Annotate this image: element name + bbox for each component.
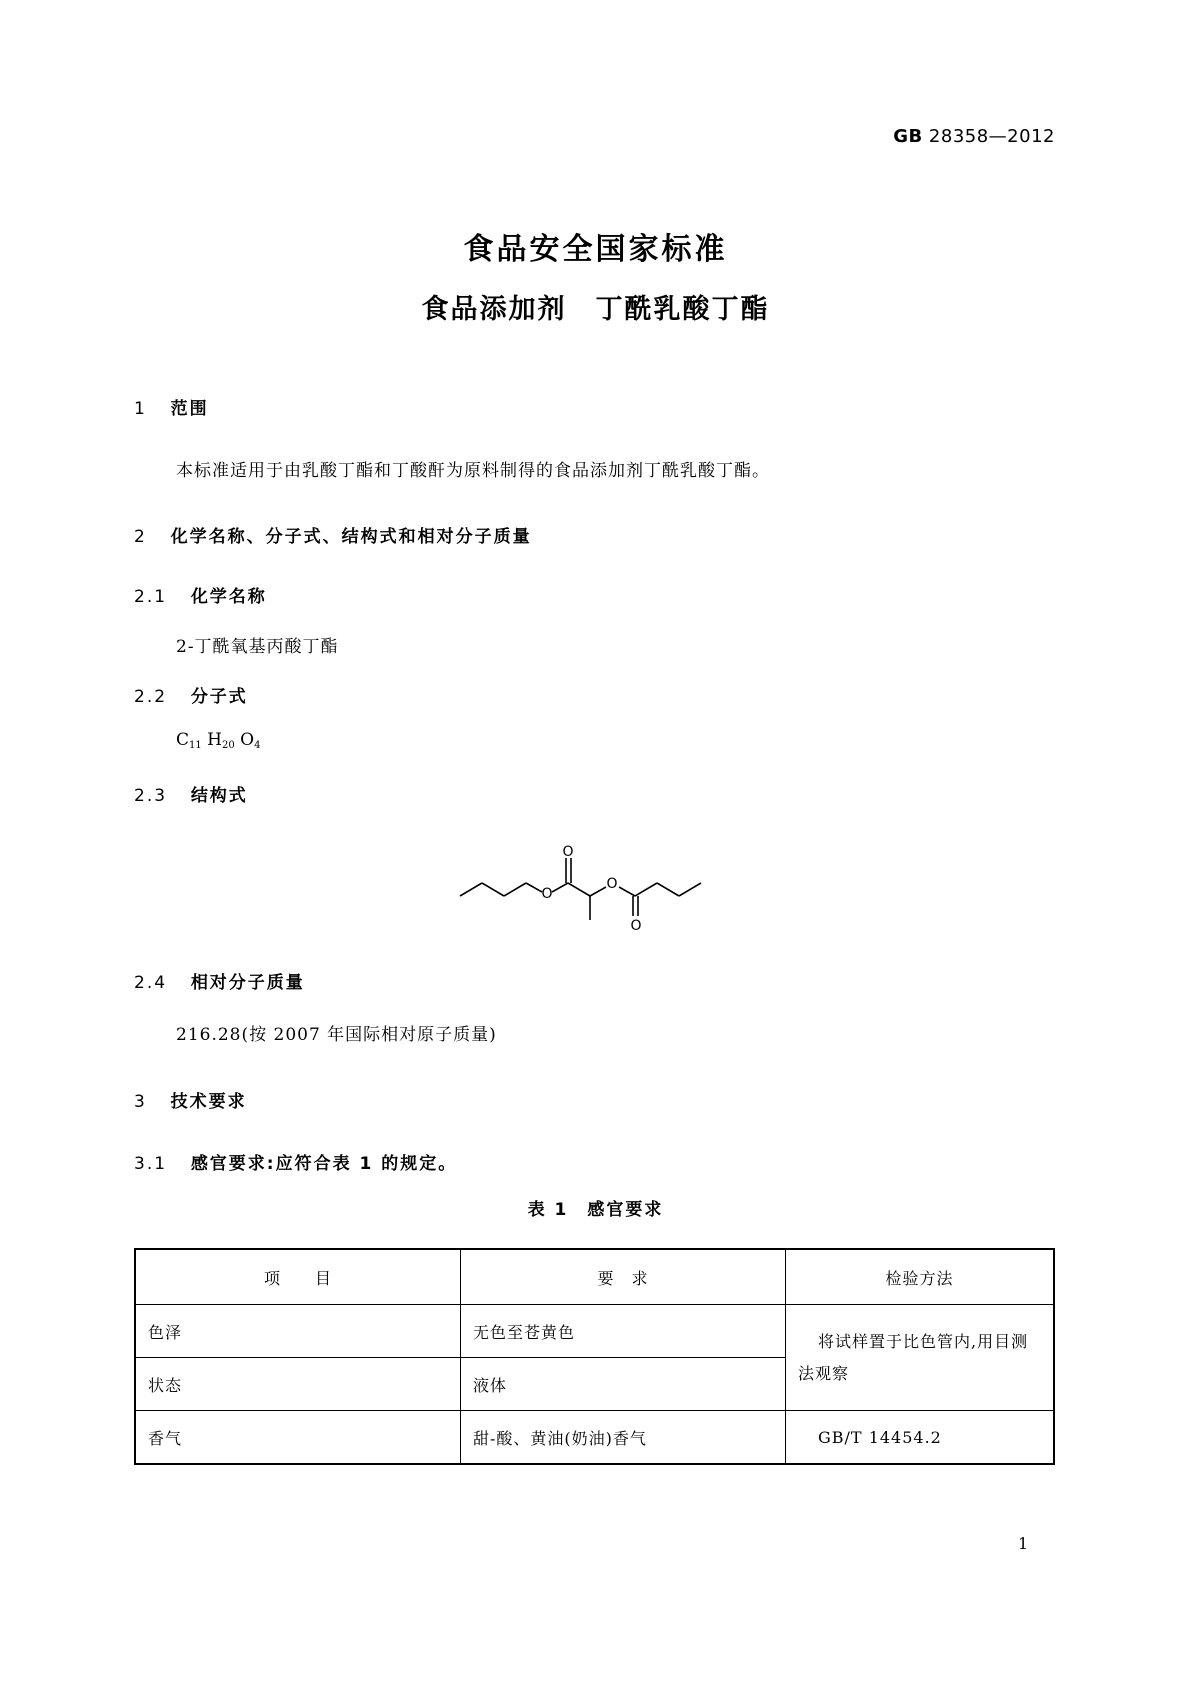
bond [460, 883, 482, 896]
bond [657, 883, 679, 896]
cell-requirement: 甜-酸、黄油(奶油)香气 [461, 1411, 786, 1465]
section-title: 化学名称 [190, 587, 267, 607]
atom-oxygen: O [562, 844, 574, 860]
standard-number [893, 126, 1055, 147]
header-item: 项 目 [135, 1249, 461, 1305]
structural-formula [455, 838, 735, 938]
formula-carbon: C [176, 730, 190, 750]
method-line: 将试样置于比色管内,用目测 [818, 1331, 1029, 1351]
sub-title: 食品添加剂 丁酰乳酸丁酯 [421, 294, 770, 325]
section-title: 技术要求 [170, 1092, 247, 1112]
method-line: 法观察 [798, 1363, 850, 1383]
formula-hydrogen-count: 20 [221, 740, 235, 751]
cell-method-merged [786, 1305, 1055, 1411]
table-header-row [135, 1249, 1054, 1305]
bond [590, 887, 606, 896]
formula-hydrogen: H [207, 730, 222, 750]
formula-carbon-count: 11 [189, 740, 202, 751]
standard-prefix: GB [893, 126, 923, 147]
section-number: 3 [134, 1092, 147, 1112]
bond [635, 883, 657, 896]
bond [482, 883, 504, 896]
section-2-1-heading [134, 582, 267, 607]
bonds [460, 858, 701, 920]
chemical-name: 2-丁酰氧基丙酸丁酯 [176, 637, 339, 657]
bond [504, 883, 526, 896]
bond [679, 883, 701, 896]
cell-item: 状态 [135, 1358, 461, 1411]
section-title: 感官要求:应符合表 1 的规定。 [190, 1154, 458, 1174]
formula-oxygen-count: 4 [254, 740, 261, 751]
molecular-mass: 216.28(按 2007 年国际相对原子质量) [176, 1025, 497, 1045]
table-caption: 表 1 感官要求 [527, 1200, 664, 1220]
section-2-heading [134, 522, 532, 547]
section-title: 分子式 [190, 687, 248, 707]
section-title: 范围 [170, 399, 209, 419]
section-1-text: 本标准适用于由乳酸丁酯和丁酸酐为原料制得的食品添加剂丁酰乳酸丁酯。 [176, 461, 770, 481]
atom-oxygen: O [541, 886, 553, 902]
cell-method: GB/T 14454.2 [786, 1411, 1055, 1465]
cell-item: 色泽 [135, 1305, 461, 1358]
bond [619, 887, 635, 896]
section-2-4-heading [134, 968, 305, 993]
section-2-3-heading [134, 781, 248, 806]
section-3-1-heading [134, 1149, 457, 1174]
section-2-2-heading [134, 682, 248, 707]
cell-requirement: 无色至苍黄色 [461, 1305, 786, 1358]
section-number: 2.1 [134, 587, 168, 607]
section-number: 2.3 [134, 786, 168, 806]
section-number: 1 [134, 399, 147, 419]
section-title: 相对分子质量 [190, 973, 305, 993]
bond [526, 883, 542, 892]
cell-item: 香气 [135, 1411, 461, 1465]
header-method: 检验方法 [786, 1249, 1055, 1305]
header-requirement: 要 求 [461, 1249, 786, 1305]
bond [552, 883, 568, 892]
table-row [135, 1411, 1054, 1465]
standard-code: 28358—2012 [928, 126, 1055, 147]
atom-oxygen: O [606, 876, 618, 892]
main-title: 食品安全国家标准 [463, 232, 728, 267]
cell-requirement: 液体 [461, 1358, 786, 1411]
page-number: 1 [1018, 1534, 1029, 1553]
molecular-formula [176, 730, 260, 751]
atom-oxygen: O [630, 918, 642, 934]
section-number: 3.1 [134, 1154, 168, 1174]
bond [568, 883, 590, 896]
section-title: 结构式 [190, 786, 248, 806]
section-3-heading [134, 1087, 247, 1112]
sensory-requirements-table [134, 1248, 1055, 1465]
section-1-heading [134, 394, 209, 419]
section-number: 2 [134, 527, 147, 547]
section-number: 2.2 [134, 687, 168, 707]
formula-oxygen: O [240, 730, 255, 750]
table-row [135, 1305, 1054, 1358]
section-number: 2.4 [134, 973, 168, 993]
section-title: 化学名称、分子式、结构式和相对分子质量 [170, 527, 532, 547]
